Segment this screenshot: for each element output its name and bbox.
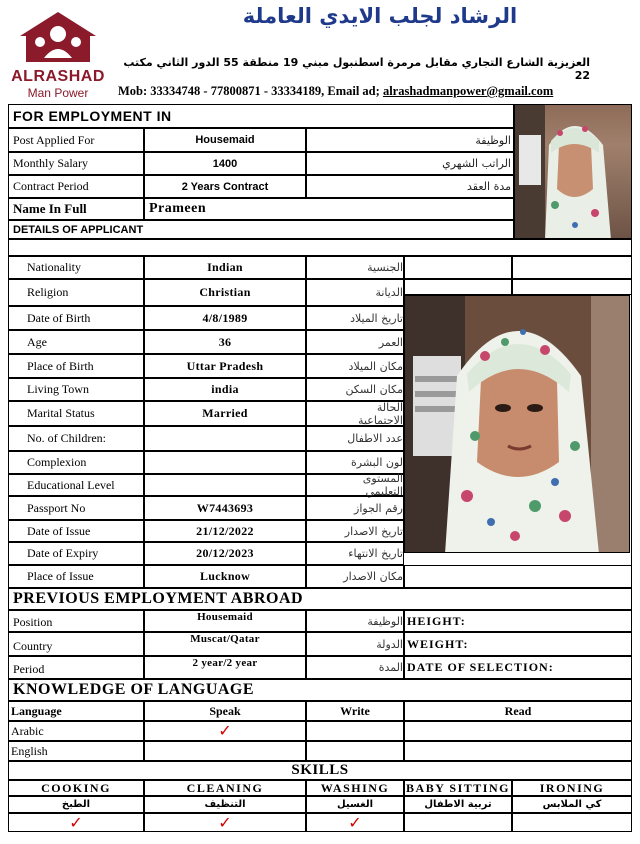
applicant-field-value: Lucknow <box>144 565 306 588</box>
post-applied-value: Housemaid <box>144 128 306 152</box>
applicant-field-value: Married <box>144 401 306 426</box>
prev-period-label: Period <box>8 656 144 679</box>
skill-arabic: التنظيف <box>144 796 306 813</box>
applicant-field-label: No. of Children: <box>8 426 144 451</box>
applicant-field-value: Christian <box>144 279 306 306</box>
contract-period-value: 2 Years Contract <box>144 175 306 198</box>
spacer-row <box>8 239 632 256</box>
applicant-field-label: Date of Expiry <box>8 542 144 565</box>
applicant-field-label: Date of Issue <box>8 520 144 542</box>
applicant-field-label: Passport No <box>8 496 144 520</box>
prev-country-label: Country <box>8 632 144 656</box>
skill-check-icon: ✓ <box>306 813 404 832</box>
applicant-field-arabic: العمر <box>306 330 404 354</box>
applicant-field-arabic: مكان الميلاد <box>306 354 404 378</box>
arabic-read-cell <box>404 721 632 741</box>
applicant-field-arabic: تاريخ الانتهاء <box>306 542 404 565</box>
language-header: Language <box>8 701 144 721</box>
applicant-field-label: Age <box>8 330 144 354</box>
english-write-cell <box>306 741 404 761</box>
applicant-field-value: 4/8/1989 <box>144 306 306 330</box>
prev-period-arabic: المدة <box>306 656 404 679</box>
applicant-field-arabic: رقم الجواز <box>306 496 404 520</box>
skill-arabic: تربية الاطفال <box>404 796 512 813</box>
applicant-field-value <box>144 426 306 451</box>
applicant-field-arabic: الديانة <box>306 279 404 306</box>
applicant-field-value: india <box>144 378 306 401</box>
company-title-arabic: الرشاد لجلب الايدي العاملة <box>242 4 518 28</box>
blank-right-cell-5 <box>404 565 632 588</box>
applicant-field-arabic: مكان السكن <box>306 378 404 401</box>
skill-arabic: كي الملابس <box>512 796 632 813</box>
arabic-write-cell <box>306 721 404 741</box>
company-logo <box>8 8 108 100</box>
skill-name: IRONING <box>512 780 632 796</box>
applicant-field-arabic: تاريخ الميلاد <box>306 306 404 330</box>
prev-country-arabic: الدولة <box>306 632 404 656</box>
language-english: English <box>8 741 144 761</box>
logo-people-icon <box>8 8 108 70</box>
blank-right-cell-3 <box>404 279 512 295</box>
blank-right-cell-1 <box>404 256 512 279</box>
skill-check-icon <box>404 813 512 832</box>
applicant-field-arabic: المستوى التعليمي <box>306 474 404 496</box>
prev-position-value: Housemaid <box>144 610 306 632</box>
applicant-photo-large <box>404 295 630 553</box>
contact-phones: Mob: 33334748 - 77800871 - 33334189, Email ad; <box>118 84 383 98</box>
applicant-field-arabic: عدد الاطفال <box>306 426 404 451</box>
arabic-speak-check-icon: ✓ <box>144 721 306 741</box>
prev-country-value: Muscat/Qatar <box>144 632 306 656</box>
name-in-full-value: Prameen <box>144 198 514 220</box>
monthly-salary-value: 1400 <box>144 152 306 175</box>
language-section-title: KNOWLEDGE OF LANGUAGE <box>8 679 632 701</box>
applicant-field-arabic: تاريخ الاصدار <box>306 520 404 542</box>
language-arabic: Arabic <box>8 721 144 741</box>
applicant-field-arabic: لون البشرة <box>306 451 404 474</box>
applicant-field-arabic: الجنسية <box>306 256 404 279</box>
skill-arabic: الطبخ <box>8 796 144 813</box>
company-address-arabic: العزيزية الشارع التجاري مقابل مرمرة اسطنبول مبني 19 منطقة 55 الدور الثاني مكتب 22 <box>123 56 590 82</box>
prev-position-arabic: الوظيفة <box>306 610 404 632</box>
applicant-field-label: Living Town <box>8 378 144 401</box>
skill-name: BABY SITTING <box>404 780 512 796</box>
applicant-field-value: 21/12/2022 <box>144 520 306 542</box>
height-label: HEIGHT: <box>404 610 632 632</box>
applicant-field-arabic: مكان الاصدار <box>306 565 404 588</box>
applicant-field-label: Religion <box>8 279 144 306</box>
contract-period-label: Contract Period <box>8 175 144 198</box>
english-speak-cell <box>144 741 306 761</box>
applicant-field-label: Place of Issue <box>8 565 144 588</box>
applicant-field-label: Nationality <box>8 256 144 279</box>
post-applied-arabic: الوظيفة <box>306 128 514 152</box>
applicant-field-value: 20/12/2023 <box>144 542 306 565</box>
previous-employment-title: PREVIOUS EMPLOYMENT ABROAD <box>8 588 632 610</box>
applicant-field-label: Marital Status <box>8 401 144 426</box>
skill-arabic: الغسيل <box>306 796 404 813</box>
applicant-field-value <box>144 474 306 496</box>
company-contact <box>118 84 638 99</box>
logo-subtitle: Man Power <box>27 86 89 100</box>
monthly-salary-arabic: الراتب الشهري <box>306 152 514 175</box>
weight-label: WEIGHT: <box>404 632 632 656</box>
write-header: Write <box>306 701 404 721</box>
speak-header: Speak <box>144 701 306 721</box>
applicant-field-value: W7443693 <box>144 496 306 520</box>
blank-right-cell-2 <box>512 256 632 279</box>
skill-name: WASHING <box>306 780 404 796</box>
english-read-cell <box>404 741 632 761</box>
applicant-field-label: Date of Birth <box>8 306 144 330</box>
applicant-field-value: 36 <box>144 330 306 354</box>
skill-name: COOKING <box>8 780 144 796</box>
applicant-field-value: Uttar Pradesh <box>144 354 306 378</box>
applicant-field-value: Indian <box>144 256 306 279</box>
applicant-field-arabic: الحالة الاجتماعية <box>306 401 404 426</box>
blank-right-cell-4 <box>512 279 632 295</box>
skill-check-icon <box>512 813 632 832</box>
post-applied-label: Post Applied For <box>8 128 144 152</box>
skill-check-icon: ✓ <box>144 813 306 832</box>
contact-email[interactable]: alrashadmanpower@gmail.com <box>382 84 554 98</box>
details-section-title: DETAILS OF APPLICANT <box>8 220 514 239</box>
name-in-full-label: Name In Full <box>8 198 144 220</box>
applicant-photo-small <box>514 104 632 239</box>
prev-period-value: 2 year/2 year <box>144 656 306 679</box>
applicant-field-label: Place of Birth <box>8 354 144 378</box>
skills-section-title: SKILLS <box>8 761 632 780</box>
skill-check-icon: ✓ <box>8 813 144 832</box>
applicant-field-label: Complexion <box>8 451 144 474</box>
applicant-field-value <box>144 451 306 474</box>
prev-position-label: Position <box>8 610 144 632</box>
applicant-field-label: Educational Level <box>8 474 144 496</box>
date-of-selection-label: DATE OF SELECTION: <box>404 656 632 679</box>
logo-name: ALRASHAD <box>11 68 105 85</box>
contract-period-arabic: مدة العقد <box>306 175 514 198</box>
read-header: Read <box>404 701 632 721</box>
employment-section-title: FOR EMPLOYMENT IN <box>8 104 514 128</box>
monthly-salary-label: Monthly Salary <box>8 152 144 175</box>
skill-name: CLEANING <box>144 780 306 796</box>
